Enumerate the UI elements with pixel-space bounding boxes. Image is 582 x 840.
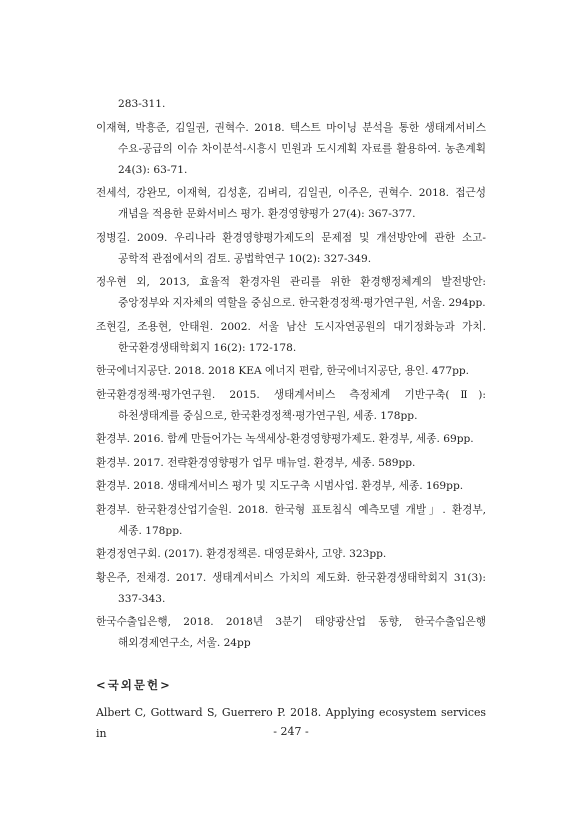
reference-entry: 정병길. 2009. 우리나라 환경영향평가제도의 문제점 및 개선방안에 관한 소고-공학적 관점에서의 검토. 공법학연구 10(2): 327-349. [96,231,486,265]
reference-entry: 조현길, 조용현, 안태원. 2002. 서울 남산 도시자연공원의 대기정화능과 가치. 한국환경생태학회지 16(2): 172-178. [96,320,486,354]
reference-entry: 전세석, 강완모, 이재혁, 김성훈, 김벼리, 김일권, 이주은, 권혁수. 2018. 접근성 개념을 적용한 문화서비스 평가. 환경영향평가 27(4): 367-377. [96,187,486,220]
reference-entry: 한국환경정책·평가연구원. 2015. 생태계서비스 측정체계 기반구축(Ⅱ): 하천생태계를 중심으로, 한국환경정책·평가연구원, 세종. 178pp. [96,388,486,422]
reference-entry: 정우현 외, 2013, 효율적 환경자원 관리를 위한 환경행정체계의 발전방안: 중앙정부와 지자체의 역할을 중심으로. 한국환경정책·평가연구원, 서울. 294pp. [96,276,486,309]
reference-entry: 환경정연구회. (2017). 환경정책론. 대영문화사, 고양. 323pp. [96,548,387,560]
reference-entry: 환경부. 한국환경산업기술원. 2018. 한국형 표토침식 예측모델 개발」. 환경부, 세종. 178pp. [96,503,486,537]
reference-entry-foreign: Albert C, Gottward S, Guerrero P. 2018. Applying ecosystem services in [96,706,486,740]
reference-entry: 환경부. 2016. 함께 만들어가는 녹색세상-환경영향평가제도. 환경부, 세종. 69pp. [96,433,474,445]
page-number: - 247 - [273,725,309,738]
reference-entry: 환경부. 2017. 전략환경영향평가 업무 매뉴얼. 환경부, 세종. 589pp. [96,456,416,469]
reference-continuation: 283-311. [118,98,166,110]
reference-entry: 한국수출입은행, 2018. 2018년 3분기 태양광산업 동향, 한국수출입은행 해외경제연구소, 서울. 24pp [96,616,486,649]
reference-entry: 황은주, 전채경. 2017. 생태계서비스 가치의 제도화. 한국환경생태학회지 31(3): 337-343. [96,571,486,605]
reference-entry: 한국에너지공단. 2018. 2018 KEA 에너지 편람, 한국에너지공단, 용인. 477pp. [96,365,470,377]
reference-entry: 이재혁, 박흥준, 김일권, 권혁수. 2018. 텍스트 마이닝 분석을 통한 생태계서비스 수요-공급의 이슈 차이분석-시흥시 민원과 도시계획 자료를 활용하여. 농촌계획 24(3): 63-71. [96,121,486,176]
foreign-references-heading: <국외문헌> [96,678,172,692]
references-section [96,94,486,747]
reference-entry: 환경부. 2018. 생태계서비스 평가 및 지도구축 시범사업. 환경부, 세종. 169pp. [96,480,464,492]
